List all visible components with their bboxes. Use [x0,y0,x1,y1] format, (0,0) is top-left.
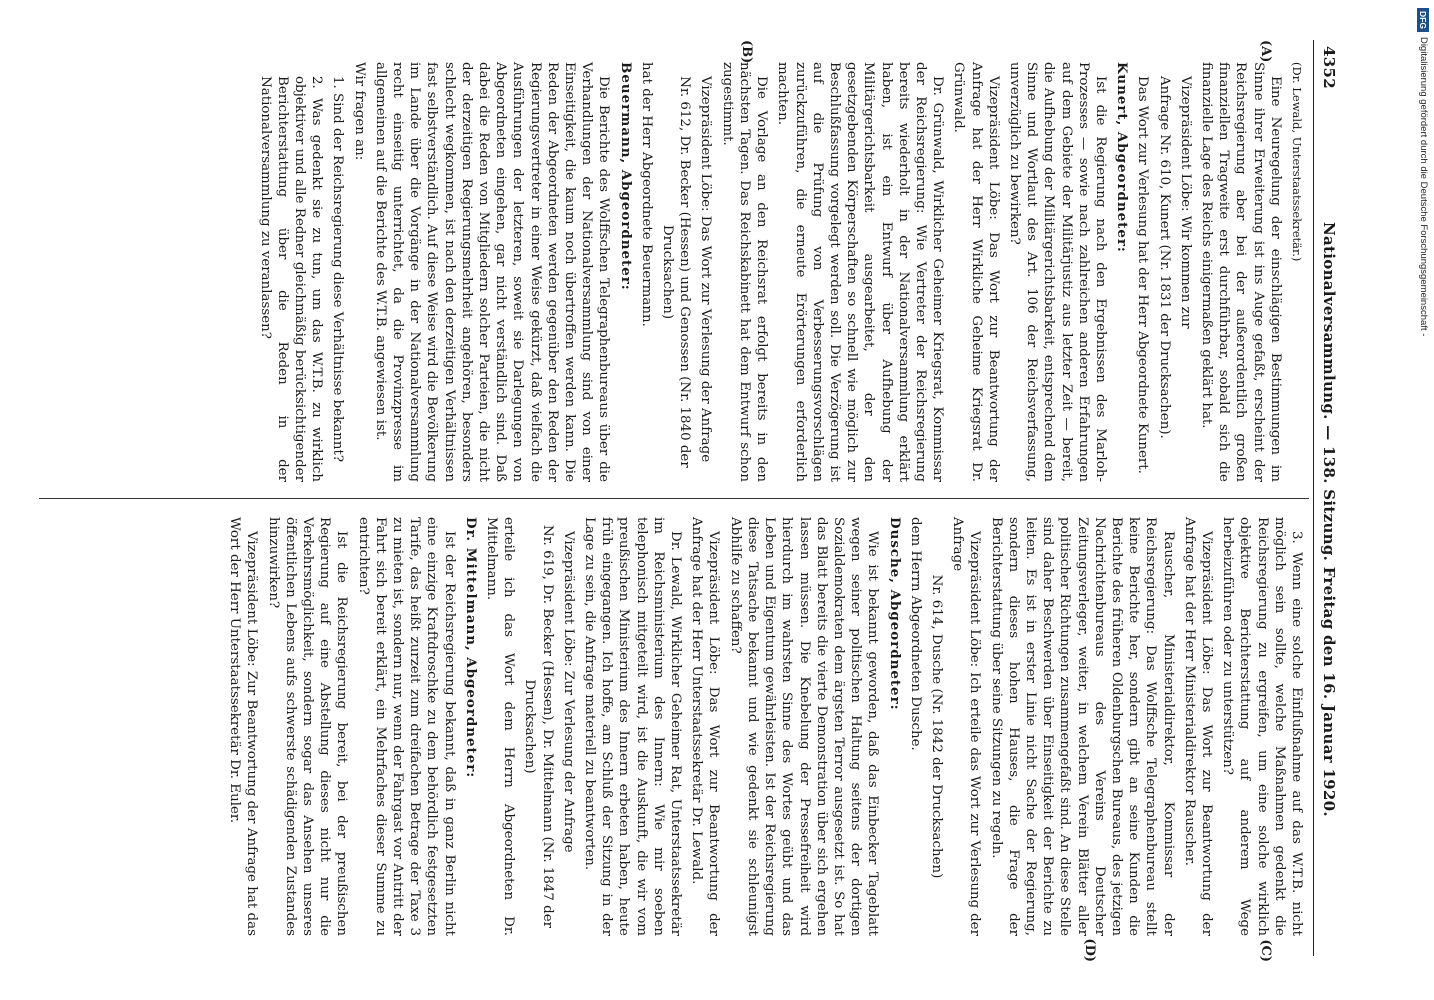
paragraph: Ist der Reichsregierung bekannt, daß in ganz Berlin nicht eine einzige Kraftdroschke zu dem behördlich festgesetzten Tarife, das heißt zurzeit zum dreifachen Betrage der Taxe 3 zu mieten ist, sondern nur, wenn der Fahrgast vor Antritt der Fahrt sich bereit erklärt, ein Mehrfaches dieser Summe zu entrichten? [355,517,457,936]
section-marker-a: (A) [1258,40,1273,63]
paragraph: Vizepräsident Löbe: Zur Beantwortung der Anfrage hat das Wort der Herr Unterstaatssekretär Dr. Euler. [227,517,260,936]
text-columns [39,40,1309,962]
speaker-heading: Beuermann, Abgeordneter: [617,62,634,291]
list-item: 2. Was gedenkt sie zu tun, um das W.T.B. zu wirklich objektiver und alle Redner gleichmäßig berücksichtigender Berichterstattung über die Reden in der Nationalversammlung zu veranlassen? [257,76,325,482]
paragraph: Vizepräsident Löbe: Das Wort zur Verlesung der Anfrage [698,76,714,463]
left-column [39,40,1309,498]
paragraph: Vizepräsident Löbe: Das Wort zur Beantwortung der Anfrage hat der Herr Wirkliche Geheime Kriegsrat Dr. Grünwald. [951,62,1001,482]
paragraph: Nr. 612, Dr. Becker (Hessen) und Genossen (Nr. 1840 der Drucksachen) [660,76,693,468]
paragraph: Wir fragen an: [351,62,367,161]
section-marker-b: (B) [739,40,754,64]
paragraph: dem Herrn Abgeordneten Dusche. [907,517,923,751]
paragraph: Das Wort zur Verlesung hat der Herr Abgeordnete Kunert. [1135,76,1151,474]
speaker-heading: Kunert, Abgeordneter: [1114,62,1131,253]
paragraph: Dr. Grünwald, Wirklicher Geheimer Kriegsrat, Kommissar der Reichsregierung: Wie Vertreter der Reichsregierung bereits wiederholt in der Nationalversammlung erklärt haben, ist ein Entwurf über Aufhebung der Militärgerichtsbarkeit ausgearbeitet, der den gesetzgebenden Körperschaften so schnell wie möglich zur Beschlußfassung vorgelegt werden soll. Die Verzögerung ist auf die Prüfung von Verbesserungsvorschlägen zurückzuführen, die erneute Erörterungen erforderlich machten. [775,62,946,482]
paragraph: Ist die Regierung nach den Ergebnissen des Marloh-Prozesses — sowie nach zahlreichen anderen Erfahrungen auf dem Gebiete der Militärjustiz aus letzter Zeit — bereit, die Aufhebung der Militärgerichtsbarkeit, entsprechend dem Sinne und Wortlaut des Art. 106 der Reichsverfassung, unverzüglich zu bewirken? [1006,62,1108,482]
paragraph: Dr. Lewald, Wirklicher Geheimer Rat, Unterstaatssekretär im Reichsministerium des Innern: Wie mir soeben telephonisch mitgeteilt wird, ist die Auskunft, die wir vom preußischen Ministerium des Innern erbeten haben, heute früh eingegangen. Ich hoffe, am Schluß der Sitzung in der Lage zu sein, die Anfrage materiell zu beantworten. [582,517,684,936]
paragraph: Ist die Reichsregierung bereit, bei der preußischen Regierung auf eine Abstellung dieses nicht nur die Verkehrsmöglichkeit, sondern sogar das Ansehen unseres öffentlichen Lebens aufs schwerste schädigenden Zustandes hinzuwirken? [265,517,350,936]
section-marker-d: (D) [1082,938,1097,962]
paragraph: erteile ich das Wort dem Herrn Abgeordneten Dr. Mittelmann. [484,517,517,936]
paragraph: Eine Neuregelung der einschlägigen Bestimmungen im Sinne ihrer Erweiterung ist ins Auge gefaßt, erscheint der Reichsregierung aber bei der außerordentlich großen finanziellen Tragweite erst durchführbar, sobald sich die finanzielle Lage des Reichs einigermaßen geklärt hat. [1198,62,1283,482]
list-item: 3. Wenn eine solche Einflußnahme auf das W.T.B. nicht möglich sein sollte, welche Maßnahmen gedenkt die Reichsregierung zu ergreifen, um eine solche wirklich objektive Berichterstattung auf anderem Wege herbeizuführen oder zu unterstützen? [1220,517,1304,936]
section-marker-c: (C) [1258,939,1273,962]
paragraph: Anfrage Nr. 610, Kunert (Nr. 1831 der Drucksachen). [1156,76,1172,439]
paragraph: hat der Herr Abgeordnete Beuermann. [638,62,654,327]
paragraph: (Dr. Lewald, Unterstaatssekretär.) [1290,62,1304,262]
dfg-logo: DFG [1417,8,1429,32]
dfg-credit [1416,8,1430,992]
paragraph: Vizepräsident Löbe: Wir kommen zur [1177,76,1193,329]
paragraph: Vizepräsident Löbe: Das Wort zur Beantwortung der Anfrage hat der Herr Unterstaatssekretär Dr. Lewald. [689,517,722,936]
paragraph: Vizepräsident Löbe: Das Wort zur Beantwortung der Anfrage hat der Herr Ministerialdirektor Rauscher. [1181,517,1214,936]
paragraph: Wie ist bekannt geworden, daß das Einbecker Tageblatt wegen seiner politischen Haltung seitens der dortigen Sozialdemokraten dem ärgsten Terror ausgesetzt ist. So hat das Blatt bereits die vierte Demonstration über sich ergehen lassen müssen. Die Knebelung der Pressefreiheit wird hierdurch im wahrsten Sinne des Wortes geübt und das Leben und Eigentum gewährleisten. Ist der Reichsregierung diese Tatsache bekannt und wie gedenkt sie schleunigst Abhilfe zu schaffen? [727,517,881,936]
paragraph: Die Berichte des Wolffschen Telegraphenbureaus über die Verhandlungen der Nationalversammlung sind von einer Einseitigkeit, die kaum noch übertroffen werden kann. Die Reden der Abgeordneten werden gegenüber den Reden der Regierungsvertreter in einer Weise gekürzt, daß vielfach die Ausführungen der letzteren, soweit sie Darlegungen von Abgeordneten eingehen, gar nicht verständlich sind. Daß dabei die Reden von Mitgliedern solcher Parteien, die nicht der derzeitigen Regierungsmehrheit angehören, besonders schlecht wegkommen, ist nach den derzeitigen Verhältnissen fast selbstverständlich. Auf diese Weise wird die Bevölkerung im Lande über die Vorgänge in der Nationalversammlung recht einseitig unterrichtet, da die Provinzpresse im allgemeinen auf die Berichte des W.T.B. angewiesen ist. [372,62,612,482]
page-header [1313,40,1338,956]
paragraph: Rauscher, Ministerialdirektor, Kommissar der Reichsregierung: Das Wolffsche Telegraphenbureau stellt keine Berichte her, sondern gibt an seine Kunden die Berichte des früheren Oldenburgschen Bureaus, des jetzigen Nachrichtenbureaus des Vereins Deutscher Zeitungsverleger, weiter, in welchem Verein Blätter aller politischer Richtungen zusammengefaßt sind. An diese Stelle sind daher Beschwerden über Einseitigkeit der Berichte zu leiten. Es ist in erster Linie nicht Sache der Regierung, sondern dieses hohen Hauses, die Frage der Berichterstattung über seine Sitzungen zu regeln. [988,517,1176,936]
right-column [39,498,1309,956]
list-item: 1. Sind der Reichsregierung diese Verhältnisse bekannt? [330,76,346,463]
paragraph: Vizepräsident Löbe: Zur Verlesung der Anfrage [560,531,576,853]
speaker-heading: Dr. Mittelmann, Abgeordneter: [462,517,479,779]
paragraph: Die Vorlage an den Reichsrat erfolgt bereits in den nächsten Tagen. Das Reichskabinett hat dem Entwurf schon zugestimmt. [719,62,770,482]
dfg-credit-text: Digitalisierung gefördert durch die Deutsche Forschungsgemeinschaft - [1418,36,1429,337]
paragraph: Nr. 614, Dusche (Nr. 1842 der Drucksachen) [928,574,944,879]
page-title: Nationalversammlung. — 138. Sitzung. Freitag den 16. Januar 1920. [1320,222,1338,817]
page-number: 4352 [1320,46,1338,89]
paragraph: Vizepräsident Löbe: Ich erteile das Wort zur Verlesung der Anfrage [950,517,983,936]
speaker-heading: Dusche, Abgeordneter: [886,517,903,711]
paragraph: Nr. 619, Dr. Becker (Hessen), Dr. Mittelmann (Nr. 1847 der Drucksachen) [522,524,555,929]
